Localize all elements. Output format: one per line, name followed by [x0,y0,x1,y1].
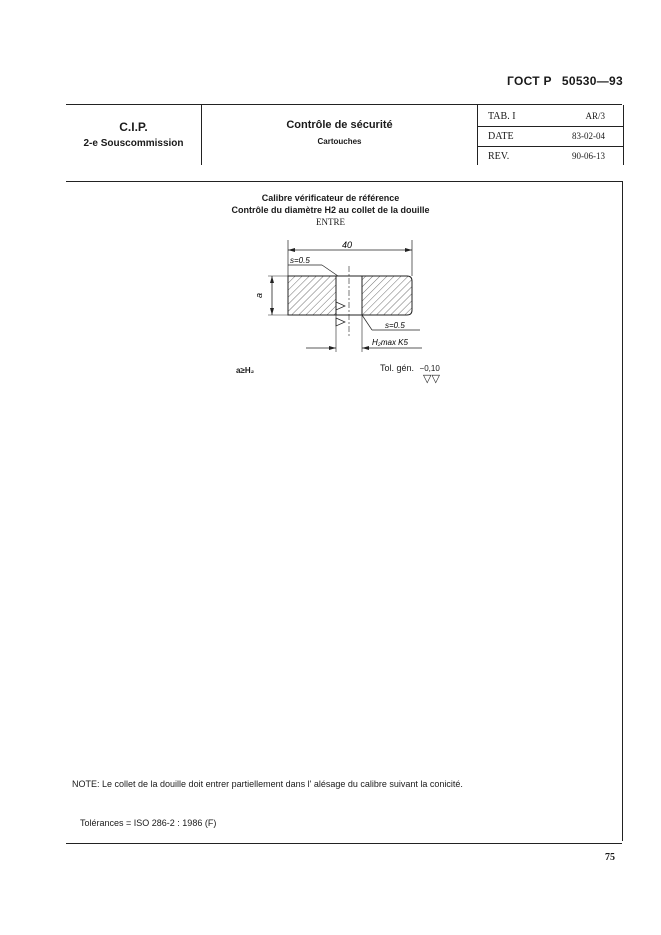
note-text: NOTE: Le collet de la douille doit entrer partiellement dans l' alésage du calibre suivant la conicité. [72,779,463,789]
chamfer-top-label: s=0.5 [290,256,310,265]
date-value: 83-02-04 [572,131,605,141]
subcommission-name: 2-e Souscommission [83,138,184,149]
chamfer-bottom-label: s=0.5 [385,321,405,330]
tab-value: AR/3 [585,111,605,121]
height-dimension [254,276,288,315]
gauge-drawing [250,236,430,356]
width-dim-label: 40 [342,240,353,250]
drawing-entre: ENTRE [316,217,345,227]
rev-row [478,147,623,166]
date-row [478,127,623,147]
chamfer-bottom-callout [362,315,420,330]
bottom-rule [66,843,622,844]
condition-text: a≥H₂ [236,366,255,375]
title-block [66,104,622,165]
standard-number: 50530—93 [561,74,623,88]
rev-label: REV. [488,151,510,162]
date-label: DATE [488,131,514,142]
tolerance-label: Tol. gén. [380,363,415,373]
tab-row [478,107,623,127]
surface-finish-symbol: ▽▽ [423,373,440,385]
document-title: Contrôle de sécurité [286,119,393,131]
document-subtitle: Cartouches [317,137,362,146]
surface-finish-marks [336,302,345,326]
organization-name: C.I.P. [119,120,148,134]
title-cell [202,105,477,165]
drawing-title: Calibre vérificateur de référence [261,193,400,203]
tab-label: TAB. I [488,111,516,122]
standard-prefix: ГОСТ Р [507,74,552,88]
drawing-subtitle: Contrôle du diamètre H2 au collet de la douille [231,205,430,215]
organization-cell [66,105,202,165]
height-dim-label: a [254,292,264,298]
page-number: 75 [605,852,615,863]
bore-dim-label: H₂max K5 [372,338,408,347]
standard-header [507,74,623,88]
tolerances-reference: Tolérances = ISO 286-2 : 1986 (F) [80,818,217,828]
chamfer-top-callout [288,256,338,276]
rev-value: 90-06-13 [572,151,605,161]
tolerance-value: −0,10 [419,364,440,373]
reference-cell [477,105,624,165]
